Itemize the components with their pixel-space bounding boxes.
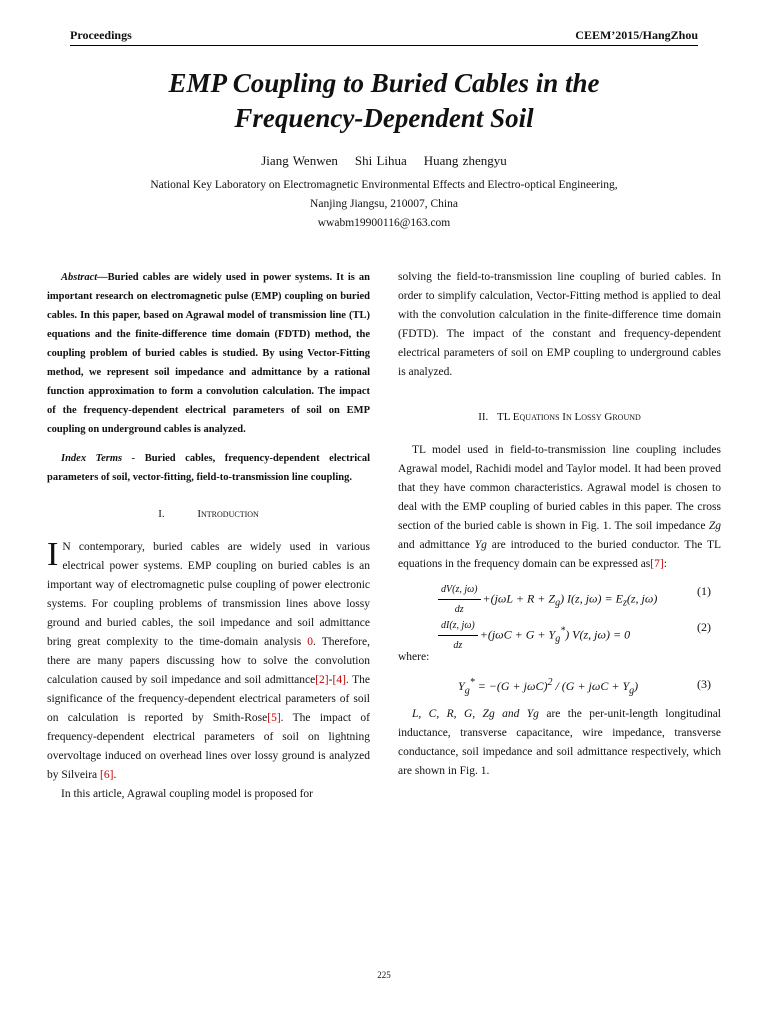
- reference-4[interactable]: [4]: [332, 674, 346, 686]
- tl-text-d: :: [663, 558, 667, 570]
- reference-7[interactable]: [7]: [650, 558, 664, 570]
- intro-text-d: . The impact of frequency-dependent electrical parameters of soil on lightning overvoltage induced on overhead lines over lossy ground is analyzed by Silveira: [47, 712, 370, 781]
- tl-text-a: TL model used in field-to-transmission line coupling includes Agrawal model, Rachidi model and Taylor model. It had been proved that they have common characteristics. Agrawal model is chosen to deal with the EMP coupling of buried cables in this paper. The cross section of the buried cable is shown in Fig. 1. The soil impedance: [398, 444, 721, 532]
- intro-text-b: . Therefore, there are many papers discussing how to solve the convolution calculation caused by soil impedance and soil admittance: [47, 636, 370, 686]
- reference-5[interactable]: [5]: [267, 712, 281, 724]
- variables-text: are the per-unit-length longitudinal inductance, transverse capacitance, wire impedance, transverse conductance, soil impedance and soil admittance respectively, which are shown in Fig. 1.: [398, 708, 721, 777]
- affiliation: [0, 176, 768, 233]
- affiliation-line-2: Nanjing Jiangsu, 210007, China: [310, 198, 458, 210]
- index-terms-text: Buried cables, frequency-dependent electrical parameters of soil, vector-fitting, field-to-transmission line coupling.: [47, 453, 370, 483]
- symbol-zg: Zg: [708, 520, 721, 532]
- reference-6[interactable]: [6]: [100, 769, 114, 781]
- variables-paragraph: [398, 705, 721, 781]
- section-1-number: I.: [158, 508, 165, 520]
- section-1-title: Introduction: [197, 508, 259, 520]
- paper-title: [60, 66, 708, 136]
- tl-text-b: and admittance: [398, 539, 475, 551]
- where-label: where:: [398, 651, 430, 663]
- tl-text-c: are introduced to the buried conductor. The TL equations in the frequency domain can be expressed as: [398, 539, 721, 570]
- equation-3: [398, 669, 721, 703]
- running-header: [70, 27, 698, 46]
- section-1-heading: [47, 505, 370, 524]
- abstract-text: Buried cables are widely used in power systems. It is an important research on electromagnetic pulse (EMP) coupling on buried cables. In this paper, based on Agrawal model of transmission line (TL) equations and the finite-difference time domain (FDTD) method, the coupling problem of buried cables is studied. By using Vector-Fitting method, we represent soil impedance and admittance by a rational function approximation to form a convolution calculation. The impact of the frequency-dependent electrical parameters of soil on EMP coupling on underground cables is analyzed.: [47, 272, 370, 435]
- affiliation-line-1: National Key Laboratory on Electromagnetic Environmental Effects and Electro-optical Engineering,: [150, 179, 618, 191]
- abstract-dash: —: [97, 272, 108, 283]
- equation-2-number: (2): [697, 620, 711, 634]
- affiliation-email: wwabm19900116@163.com: [317, 217, 451, 229]
- intro-text-a: N contemporary, buried cables are widely used in various electrical power systems. EMP coupling on buried cables is an important way of electromagnetic pulse coupling of power electronic systems. For coupling problems of transmission lines above lossy ground and buried cables, the soil impedance and soil admittance bring great complexity to the time-domain analysis: [47, 541, 370, 648]
- authors: Jiang Wenwen Shi Lihua Huang zhengyu: [261, 153, 507, 168]
- equation-1-number: (1): [697, 584, 711, 598]
- section-2-number: II.: [478, 411, 489, 423]
- ref-range-dash: -: [328, 674, 333, 686]
- reference-2[interactable]: [2]: [315, 674, 329, 686]
- reference-0[interactable]: 0: [307, 636, 314, 648]
- intro-text-c: . The significance of the frequency-dependent electrical parameters of soil on calculation is reported by Smith-Rose: [47, 674, 371, 724]
- intro-text-e: .: [113, 769, 117, 781]
- header-right: CEEM’2015/HangZhou: [575, 28, 698, 42]
- section-2-title: TL Equations In Lossy Ground: [497, 411, 641, 423]
- section-2-heading: [398, 408, 721, 427]
- left-column: [47, 268, 370, 804]
- equation-2: [398, 612, 721, 651]
- equation-3-number: (3): [697, 677, 711, 691]
- symbol-yg: Yg: [474, 539, 487, 551]
- index-terms-label: Index Terms -: [61, 453, 145, 464]
- equation-1: [398, 576, 721, 615]
- continued-paragraph: solving the field-to-transmission line coupling of buried cables. In order to simplify calculation, Vector-Fitting method is applied to deal with the convolution calculation in the finite-difference time domain (FDTD). The impact of the constant and frequency-dependent electrical parameters of soil on EMP coupling to underground cables is analyzed.: [398, 271, 721, 378]
- title-line-2: Frequency-Dependent Soil: [234, 103, 534, 133]
- page-number: 225: [377, 970, 391, 980]
- title-line-1: EMP Coupling to Buried Cables in the: [168, 68, 600, 98]
- intro-paragraph-1: [47, 538, 370, 785]
- intro-paragraph-2: In this article, Agrawal coupling model is proposed for: [61, 788, 313, 800]
- dropcap: I: [47, 536, 59, 573]
- abstract-label: Abstract: [61, 272, 98, 283]
- variables-list: L, C, R, G, Zg and Yg: [412, 708, 539, 720]
- index-terms: [47, 449, 370, 487]
- equation-3-math: $Y_g^* = -(G + j\omega C)^2 / (G + j\omega C + Y_g)$: [458, 677, 639, 697]
- right-column: [398, 268, 721, 781]
- equation-2-math: $\frac{dI(z, j\omega)}{dz}$ $+(j\omega C + G + Y_g^*)$ V(z, jω) = 0: [438, 616, 630, 655]
- header-left: Proceedings: [70, 28, 132, 42]
- abstract: [47, 268, 370, 439]
- tl-paragraph: [398, 441, 721, 574]
- equation-1-math: $\frac{dV(z, j\omega)}{dz}$ $+(j\omega L + R + Z_g)$ I(z, $j\omega) = E_z(z$, jω): [438, 580, 657, 619]
